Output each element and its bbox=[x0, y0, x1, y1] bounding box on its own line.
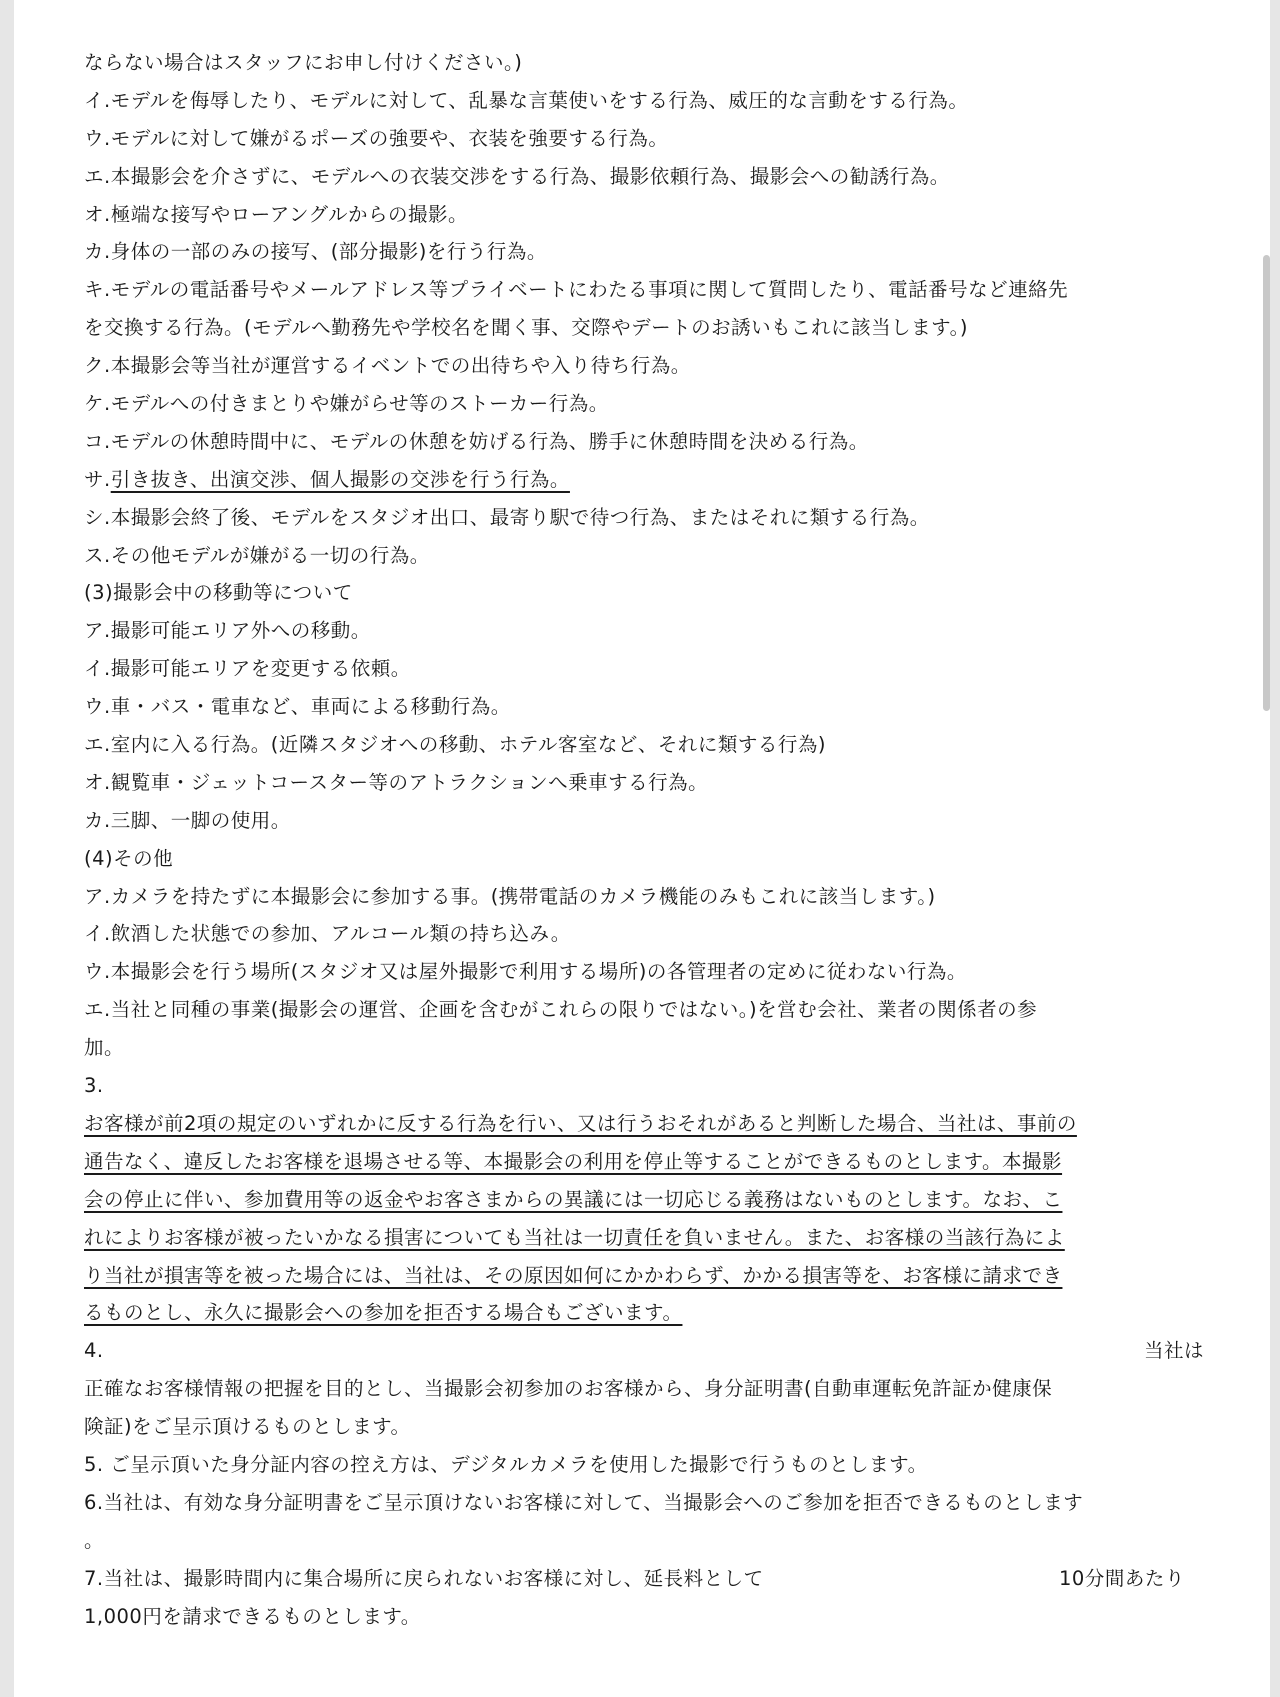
underlined-text: るものとし、永久に撮影会への参加を拒否する場合もございます。 bbox=[84, 1301, 683, 1325]
underlined-text: 引き抜き、出演交渉、個人撮影の交渉を行う行為。 bbox=[110, 467, 570, 491]
text-line: イ.撮影可能エリアを変更する依頼。 bbox=[84, 657, 411, 681]
underlined-paragraph-line bbox=[84, 1105, 1204, 1143]
text-line: ウ.車・バス・電車など、車両による移動行為。 bbox=[84, 695, 511, 719]
section-7-line bbox=[84, 1560, 1204, 1598]
document-body bbox=[84, 44, 1204, 1635]
section-number: 3. bbox=[84, 1074, 104, 1098]
underlined-paragraph-line bbox=[84, 1219, 1204, 1257]
section-7-text: 7.当社は、撮影時間内に集合場所に戻られないお客様に対し、延長料として bbox=[84, 1566, 764, 1590]
text-line: 。 bbox=[84, 1528, 105, 1552]
text-line: カ.身体の一部のみの接写、(部分撮影)を行う行為。 bbox=[84, 240, 547, 264]
text-line: ア.カメラを持たずに本撮影会に参加する事。(携帯電話のカメラ機能のみもこれに該当します。) bbox=[84, 884, 936, 908]
section-4-header bbox=[84, 1332, 1204, 1370]
text-line: 1,000円を請求できるものとします。 bbox=[84, 1604, 421, 1628]
text-line: ス.その他モデルが嫌がる一切の行為。 bbox=[84, 543, 430, 567]
underlined-text: 会の停止に伴い、参加費用等の返金やお客さまからの異議には一切応じる義務はないものとします。なお、こ bbox=[84, 1187, 1063, 1211]
text-line: コ.モデルの休憩時間中に、モデルの休憩を妨げる行為、勝手に休憩時間を決める行為。 bbox=[84, 429, 869, 453]
right-margin bbox=[1270, 0, 1280, 1697]
text-line: ウ.モデルに対して嫌がるポーズの強要や、衣装を強要する行為。 bbox=[84, 126, 669, 150]
text-line: キ.モデルの電話番号やメールアドレス等プライベートにわたる事項に関して質問したり、電話番号など連絡先 bbox=[84, 278, 1069, 302]
text-line: 正確なお客様情報の把握を目的とし、当撮影会初参加のお客様から、身分証明書(自動車運転免許証か健康保 bbox=[84, 1377, 1053, 1401]
underlined-paragraph-line bbox=[84, 1294, 1204, 1332]
text-line: 6.当社は、有効な身分証明書をご呈示頂けないお客様に対して、当撮影会へのご参加を拒否できるものとします bbox=[84, 1490, 1084, 1514]
text-line: 加。 bbox=[84, 1036, 125, 1060]
underlined-text: 通告なく、違反したお客様を退場させる等、本撮影会の利用を停止等することができるものとします。本撮影 bbox=[84, 1149, 1063, 1173]
section-number: 4. bbox=[84, 1339, 104, 1363]
text-line: エ.当社と同種の事業(撮影会の運営、企画を含むがこれらの限りではない。)を営む会社、業者の関係者の参 bbox=[84, 998, 1038, 1022]
text-line: ア.撮影可能エリア外への移動。 bbox=[84, 619, 371, 643]
text-line: オ.極端な接写やローアングルからの撮影。 bbox=[84, 202, 468, 226]
underlined-text: り当社が損害等を被った場合には、当社は、その原因如何にかかわらず、かかる損害等を、お客様に請求でき bbox=[84, 1263, 1063, 1287]
text-line: カ.三脚、一脚の使用。 bbox=[84, 808, 291, 832]
underlined-item-sa bbox=[84, 461, 1204, 499]
section-heading: (4)その他 bbox=[84, 846, 174, 870]
text-line: エ.本撮影会を介さずに、モデルへの衣装交渉をする行為、撮影依頼行為、撮影会への勧誘行為。 bbox=[84, 164, 950, 188]
left-margin bbox=[0, 0, 14, 1697]
section-4-lead: 当社は bbox=[1143, 1339, 1204, 1363]
underlined-paragraph-line bbox=[84, 1257, 1204, 1295]
text-line: ウ.本撮影会を行う場所(スタジオ又は屋外撮影で利用する場所)の各管理者の定めに従わない行為。 bbox=[84, 960, 967, 984]
text-line: 5. ご呈示頂いた身分証内容の控え方は、デジタルカメラを使用した撮影で行うものとします。 bbox=[84, 1452, 928, 1476]
text-line: 険証)をご呈示頂けるものとします。 bbox=[84, 1415, 411, 1439]
section-7-rate: 10分間あたり bbox=[1059, 1566, 1185, 1590]
text-line: イ.飲酒した状態での参加、アルコール類の持ち込み。 bbox=[84, 922, 571, 946]
underlined-text: れによりお客様が被ったいかなる損害についても当社は一切責任を負いません。また、お客様の当該行為によ bbox=[84, 1225, 1065, 1249]
underlined-paragraph-line bbox=[84, 1143, 1204, 1181]
text-line: ケ.モデルへの付きまとりや嫌がらせ等のストーカー行為。 bbox=[84, 392, 609, 416]
text-line: ク.本撮影会等当社が運営するイベントでの出待ちや入り待ち行為。 bbox=[84, 354, 691, 378]
text-line: オ.観覧車・ジェットコースター等のアトラクションへ乗車する行為。 bbox=[84, 770, 709, 794]
text-line: ならない場合はスタッフにお申し付けください。) bbox=[84, 51, 523, 74]
text-line: イ.モデルを侮辱したり、モデルに対して、乱暴な言葉使いをする行為、威圧的な言動をする行為。 bbox=[84, 88, 969, 112]
text-line: を交換する行為。(モデルへ勤務先や学校名を聞く事、交際やデートのお誘いもこれに該当します。) bbox=[84, 316, 968, 340]
text-line: エ.室内に入る行為。(近隣スタジオへの移動、ホテル客室など、それに類する行為) bbox=[84, 733, 826, 757]
text-line: シ.本撮影会終了後、モデルをスタジオ出口、最寄り駅で待つ行為、またはそれに類する行為。 bbox=[84, 505, 930, 529]
scrollbar-thumb[interactable] bbox=[1263, 255, 1270, 711]
underlined-paragraph-line bbox=[84, 1181, 1204, 1219]
item-prefix: サ. bbox=[84, 467, 111, 491]
underlined-text: お客様が前2項の規定のいずれかに反する行為を行い、又は行うおそれがあると判断した場合、当社は、事前の bbox=[84, 1111, 1077, 1135]
section-heading: (3)撮影会中の移動等について bbox=[84, 581, 353, 605]
